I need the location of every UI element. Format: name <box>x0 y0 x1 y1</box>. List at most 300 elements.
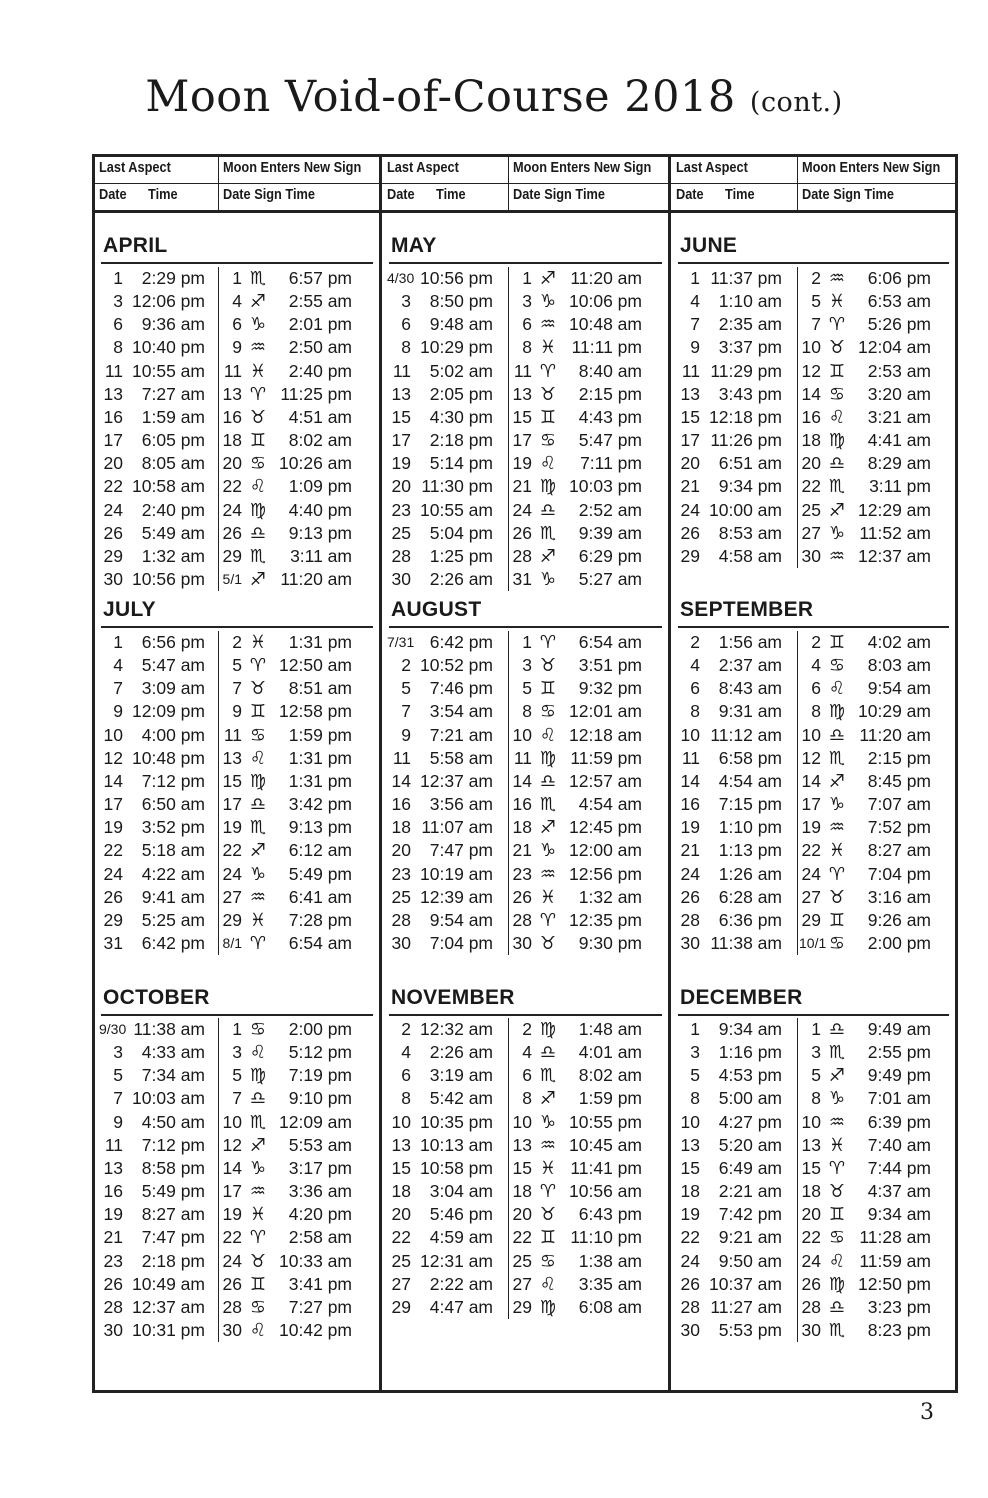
last-aspect-date: 28 <box>391 545 411 566</box>
last-aspect-date: 28 <box>103 1296 123 1317</box>
enter-date: 3 <box>522 291 532 312</box>
table-row <box>383 383 668 406</box>
sign-icon: ♒ <box>828 268 846 289</box>
sign-icon: ♌ <box>539 724 557 746</box>
last-aspect-time: 11:29 pm <box>710 360 782 381</box>
last-aspect-date: 7 <box>401 701 411 722</box>
enter-date: 19 <box>222 817 242 838</box>
sign-icon: ♎ <box>249 1088 267 1110</box>
last-aspect-time: 4:00 pm <box>141 724 205 745</box>
last-aspect-time: 8:53 am <box>718 522 782 543</box>
table-row <box>95 290 379 313</box>
last-aspect-time: 10:03 am <box>132 1088 205 1109</box>
enter-date: 30 <box>801 1319 821 1340</box>
table-row <box>672 677 955 700</box>
enter-date: 20 <box>512 1204 532 1225</box>
enter-date: 16 <box>801 406 821 427</box>
enter-date: 22 <box>222 476 242 497</box>
last-aspect-date: 16 <box>680 794 700 815</box>
table-row <box>383 1134 668 1157</box>
last-aspect-time: 8:27 am <box>141 1204 205 1225</box>
sign-icon: ♓ <box>828 840 846 862</box>
enter-time: 5:47 pm <box>578 430 642 451</box>
enter-time: 6:29 pm <box>578 545 642 566</box>
last-aspect-date: 17 <box>103 430 123 451</box>
sign-icon: ♏ <box>249 1111 267 1133</box>
sign-icon: ♐ <box>828 499 846 521</box>
last-aspect-time: 10:55 am <box>420 499 493 520</box>
table-row <box>672 290 955 313</box>
last-aspect-date: 29 <box>103 545 123 566</box>
sign-icon: ♒ <box>539 863 557 885</box>
table-row <box>672 336 955 359</box>
enter-date: 20 <box>222 453 242 474</box>
month-heading: DECEMBER <box>680 986 803 1009</box>
enter-time: 9:54 am <box>867 678 931 699</box>
last-aspect-time: 10:58 pm <box>420 1157 493 1178</box>
sign-icon: ♎ <box>249 794 267 816</box>
enter-date: 21 <box>512 840 532 861</box>
page-number: 3 <box>920 1400 934 1425</box>
enter-time: 8:02 am <box>578 1065 642 1086</box>
enter-time: 12:45 pm <box>569 817 642 838</box>
header-last-aspect: Last Aspect <box>99 160 171 176</box>
last-aspect-time: 2:22 am <box>429 1273 493 1294</box>
column-divider <box>668 157 671 1390</box>
table-row <box>383 522 668 545</box>
last-aspect-date: 1 <box>113 268 123 288</box>
sign-icon: ♐ <box>828 770 846 792</box>
last-aspect-time: 3:56 am <box>429 794 493 815</box>
enter-date: 6 <box>811 678 821 699</box>
enter-date: 13 <box>512 1134 532 1155</box>
table-row <box>383 475 668 498</box>
sign-icon: ♋ <box>539 1250 557 1272</box>
enter-time: 9:39 am <box>578 522 642 543</box>
sign-icon: ♐ <box>249 568 267 590</box>
table-row <box>383 886 668 909</box>
month-underline <box>389 1014 662 1016</box>
last-aspect-time: 6:28 am <box>718 886 782 907</box>
table-row <box>383 1064 668 1087</box>
last-aspect-time: 10:29 pm <box>420 337 493 358</box>
enter-date: 4 <box>811 655 821 676</box>
last-aspect-time: 11:26 pm <box>710 430 782 451</box>
enter-time: 12:56 pm <box>569 863 642 884</box>
last-aspect-date: 13 <box>103 383 123 404</box>
table-row <box>95 267 379 290</box>
sign-icon: ♋ <box>828 383 846 405</box>
table-row <box>672 1041 955 1064</box>
last-aspect-date: 20 <box>391 476 411 497</box>
last-aspect-date: 25 <box>391 1250 411 1271</box>
last-aspect-time: 5:00 am <box>718 1088 782 1109</box>
table-row <box>383 545 668 568</box>
sign-icon: ♑ <box>828 794 846 816</box>
last-aspect-date: 20 <box>391 1204 411 1225</box>
title-main: Moon Void-of-Course 2018 <box>145 72 736 122</box>
last-aspect-date: 16 <box>103 1181 123 1202</box>
last-aspect-date: 30 <box>103 1319 123 1340</box>
last-aspect-date: 18 <box>391 817 411 838</box>
enter-date: 22 <box>801 476 821 497</box>
sign-icon: ♋ <box>249 1019 267 1040</box>
enter-time: 6:41 am <box>288 886 352 907</box>
last-aspect-time: 2:35 am <box>718 314 782 335</box>
last-aspect-time: 2:40 pm <box>141 499 205 520</box>
enter-time: 2:00 pm <box>867 932 931 953</box>
enter-date: 7 <box>232 1088 242 1109</box>
table-row <box>95 793 379 816</box>
last-aspect-date: 19 <box>680 1204 700 1225</box>
table-row <box>95 1111 379 1134</box>
enter-time: 6:08 am <box>578 1296 642 1317</box>
enter-date: 29 <box>801 909 821 930</box>
enter-date: 10 <box>222 1111 242 1132</box>
enter-time: 10:29 am <box>858 701 931 722</box>
last-aspect-date: 30 <box>680 932 700 953</box>
enter-time: 3:35 am <box>578 1273 642 1294</box>
last-aspect-time: 4:47 am <box>429 1296 493 1317</box>
enter-date: 21 <box>512 476 532 497</box>
sign-icon: ♉ <box>539 1204 557 1226</box>
last-aspect-date: 1 <box>113 632 123 652</box>
sign-icon: ♉ <box>249 678 267 700</box>
table-row <box>383 267 668 290</box>
sign-icon: ♒ <box>828 1111 846 1133</box>
last-aspect-date: 2 <box>401 1019 411 1039</box>
sign-icon: ♑ <box>249 1157 267 1179</box>
last-aspect-time: 4:59 am <box>429 1227 493 1248</box>
sign-icon: ♑ <box>249 863 267 885</box>
last-aspect-date: 15 <box>391 406 411 427</box>
enter-time: 2:01 pm <box>288 314 352 335</box>
last-aspect-date: 24 <box>680 863 700 884</box>
enter-date: 31 <box>512 568 532 589</box>
sign-icon: ♓ <box>249 909 267 931</box>
table-row <box>672 313 955 336</box>
last-aspect-date: 23 <box>391 499 411 520</box>
enter-date: 10/1 <box>799 934 827 951</box>
enter-time: 2:15 pm <box>578 383 642 404</box>
enter-date: 24 <box>512 499 532 520</box>
sign-icon: ♍ <box>249 499 267 521</box>
enter-date: 11 <box>513 747 532 768</box>
enter-time: 2:00 pm <box>288 1019 352 1039</box>
last-aspect-time: 9:50 am <box>718 1250 782 1271</box>
enter-date: 13 <box>222 383 242 404</box>
table-row <box>95 568 379 591</box>
enter-time: 12:00 am <box>569 840 642 861</box>
enter-date: 2 <box>232 632 242 652</box>
sign-icon: ♓ <box>828 291 846 313</box>
table-row <box>672 747 955 770</box>
sign-icon: ♒ <box>249 886 267 908</box>
sign-icon: ♈ <box>828 1157 846 1179</box>
last-aspect-date: 15 <box>680 406 700 427</box>
enter-time: 7:11 pm <box>580 453 642 474</box>
table-row <box>672 360 955 383</box>
header-last-aspect: Last Aspect <box>387 160 459 176</box>
header-date-sign-time: Date Sign Time <box>513 187 605 203</box>
enter-time: 8:51 am <box>288 678 352 699</box>
last-aspect-date: 28 <box>680 909 700 930</box>
enter-date: 14 <box>801 383 821 404</box>
last-aspect-date: 31 <box>103 932 123 953</box>
sign-icon: ♑ <box>828 522 846 544</box>
sign-icon: ♎ <box>828 1296 846 1318</box>
enter-date: 29 <box>222 545 242 566</box>
last-aspect-date: 4 <box>690 655 700 676</box>
enter-time: 12:50 pm <box>858 1273 931 1294</box>
sign-icon: ♐ <box>249 840 267 862</box>
last-aspect-time: 12:37 am <box>132 1296 205 1317</box>
last-aspect-time: 5:04 pm <box>429 522 493 543</box>
month-underline <box>101 626 373 628</box>
last-aspect-time: 11:38 am <box>710 932 782 953</box>
sign-icon: ♓ <box>249 1204 267 1226</box>
sign-icon: ♋ <box>249 453 267 475</box>
sign-icon: ♒ <box>828 545 846 567</box>
last-aspect-date: 9 <box>401 724 411 745</box>
sign-icon: ♊ <box>249 430 267 452</box>
enter-date: 12 <box>801 747 821 768</box>
sign-icon: ♋ <box>539 430 557 452</box>
last-aspect-date: 3 <box>113 1042 123 1063</box>
last-aspect-date: 8 <box>401 337 411 358</box>
enter-time: 3:42 pm <box>288 794 352 815</box>
table-row <box>672 770 955 793</box>
header-moon-enters: Moon Enters New Sign <box>802 160 941 176</box>
sign-icon: ♑ <box>539 840 557 862</box>
sign-icon: ♎ <box>828 724 846 746</box>
table-row <box>383 747 668 770</box>
enter-date: 26 <box>512 886 532 907</box>
enter-time: 12:37 am <box>858 545 931 566</box>
sign-icon: ♐ <box>539 817 557 839</box>
last-aspect-date: 14 <box>103 770 123 791</box>
header-moon-enters: Moon Enters New Sign <box>513 160 652 176</box>
sign-icon: ♉ <box>249 1250 267 1272</box>
last-aspect-time: 5:49 pm <box>141 1181 205 1202</box>
enter-time: 1:32 am <box>578 886 642 907</box>
sign-icon: ♊ <box>828 909 846 931</box>
table-row <box>383 863 668 886</box>
enter-time: 11:20 am <box>570 268 642 288</box>
header-date-sign-time: Date Sign Time <box>802 187 894 203</box>
enter-time: 5:53 am <box>288 1134 352 1155</box>
table-row <box>672 863 955 886</box>
sign-icon: ♉ <box>539 932 557 954</box>
last-aspect-time: 8:58 pm <box>141 1157 205 1178</box>
last-aspect-time: 5:58 am <box>429 747 493 768</box>
table-row <box>95 475 379 498</box>
last-aspect-time: 12:39 am <box>420 886 493 907</box>
table-row <box>383 568 668 591</box>
enter-time: 7:01 am <box>867 1088 931 1109</box>
table-row <box>95 1226 379 1249</box>
sign-icon: ♍ <box>828 701 846 723</box>
sign-icon: ♈ <box>539 909 557 931</box>
enter-time: 4:37 am <box>867 1181 931 1202</box>
month-heading: JUNE <box>680 234 738 257</box>
sign-icon: ♊ <box>539 1227 557 1249</box>
enter-date: 9 <box>232 701 242 722</box>
last-aspect-time: 2:18 pm <box>429 430 493 451</box>
enter-time: 8:29 am <box>867 453 931 474</box>
enter-time: 3:17 pm <box>288 1157 352 1178</box>
last-aspect-date: 4 <box>401 1042 411 1063</box>
table-row <box>672 1226 955 1249</box>
enter-time: 11:41 pm <box>570 1157 642 1178</box>
table-row <box>672 1203 955 1226</box>
sign-icon: ♍ <box>828 430 846 452</box>
enter-date: 25 <box>801 499 821 520</box>
sign-icon: ♈ <box>539 632 557 653</box>
last-aspect-date: 20 <box>391 840 411 861</box>
enter-date: 14 <box>801 770 821 791</box>
enter-time: 11:59 am <box>859 1250 931 1271</box>
void-of-course-table <box>92 154 958 1393</box>
table-row <box>383 1273 668 1296</box>
last-aspect-date: 13 <box>680 383 700 404</box>
table-row <box>672 839 955 862</box>
enter-time: 10:55 pm <box>569 1111 642 1132</box>
last-aspect-date: 9 <box>690 337 700 358</box>
last-aspect-date: 10 <box>103 724 123 745</box>
enter-time: 8:23 pm <box>867 1319 931 1340</box>
enter-time: 9:30 pm <box>578 932 642 953</box>
enter-date: 12 <box>222 1134 242 1155</box>
enter-time: 7:44 pm <box>867 1157 931 1178</box>
table-row <box>95 1064 379 1087</box>
enter-time: 8:45 pm <box>867 770 931 791</box>
last-aspect-time: 7:27 am <box>141 383 205 404</box>
sign-icon: ♉ <box>828 337 846 359</box>
last-aspect-date: 16 <box>391 794 411 815</box>
table-row <box>383 499 668 522</box>
last-aspect-time: 9:31 am <box>718 701 782 722</box>
last-aspect-date: 8 <box>690 1088 700 1109</box>
enter-date: 11 <box>223 724 242 745</box>
enter-date: 5 <box>232 1065 242 1086</box>
column-divider <box>379 157 382 1390</box>
enter-date: 22 <box>222 1227 242 1248</box>
enter-time: 10:56 am <box>569 1181 642 1202</box>
header-bottom-border <box>95 210 955 213</box>
last-aspect-time: 8:50 pm <box>429 291 493 312</box>
enter-date: 17 <box>222 794 242 815</box>
enter-date: 24 <box>222 499 242 520</box>
last-aspect-date: 29 <box>680 545 700 566</box>
table-row <box>95 1018 379 1041</box>
enter-date: 20 <box>801 1204 821 1225</box>
enter-date: 22 <box>801 1227 821 1248</box>
last-aspect-time: 7:12 pm <box>141 1134 205 1155</box>
sign-icon: ♋ <box>828 932 846 954</box>
last-aspect-date: 5 <box>690 1065 700 1086</box>
last-aspect-date: 13 <box>103 1157 123 1178</box>
table-row <box>672 1157 955 1180</box>
last-aspect-time: 1:13 pm <box>718 840 782 861</box>
sign-icon: ♊ <box>828 632 846 653</box>
enter-date: 10 <box>801 1111 821 1132</box>
last-aspect-time: 12:37 am <box>420 770 493 791</box>
last-aspect-time: 6:42 pm <box>141 932 205 953</box>
last-aspect-time: 7:21 am <box>429 724 493 745</box>
last-aspect-date: 26 <box>680 1273 700 1294</box>
table-row <box>383 654 668 677</box>
last-aspect-date: 17 <box>391 430 411 451</box>
last-aspect-time: 10:48 pm <box>132 747 205 768</box>
last-aspect-time: 10:52 pm <box>420 655 493 676</box>
table-row <box>95 886 379 909</box>
month-underline <box>678 262 949 264</box>
sign-icon: ♍ <box>539 1019 557 1040</box>
table-row <box>672 816 955 839</box>
last-aspect-date: 6 <box>690 678 700 699</box>
header-subdivider <box>508 157 509 210</box>
last-aspect-date: 26 <box>680 886 700 907</box>
table-row <box>95 1296 379 1319</box>
last-aspect-time: 1:26 am <box>718 863 782 884</box>
enter-time: 10:42 pm <box>279 1319 352 1340</box>
last-aspect-time: 4:54 am <box>718 770 782 791</box>
enter-date: 18 <box>222 430 242 451</box>
table-row <box>95 863 379 886</box>
last-aspect-date: 18 <box>391 1181 411 1202</box>
last-aspect-date: 25 <box>391 886 411 907</box>
last-aspect-time: 10:49 am <box>132 1273 205 1294</box>
enter-time: 2:58 am <box>288 1227 352 1248</box>
last-aspect-date: 26 <box>103 886 123 907</box>
enter-time: 12:09 am <box>279 1111 352 1132</box>
table-row <box>95 406 379 429</box>
sign-icon: ♍ <box>539 1296 557 1318</box>
enter-date: 18 <box>801 1181 821 1202</box>
sign-icon: ♍ <box>828 1273 846 1295</box>
enter-date: 28 <box>222 1296 242 1317</box>
sign-icon: ♈ <box>249 1227 267 1249</box>
enter-date: 19 <box>222 1204 242 1225</box>
table-row <box>672 1250 955 1273</box>
table-row <box>383 406 668 429</box>
enter-time: 8:02 am <box>288 430 352 451</box>
last-aspect-time: 5:02 am <box>429 360 493 381</box>
enter-date: 12 <box>801 360 821 381</box>
enter-time: 12:29 am <box>858 499 931 520</box>
enter-time: 5:12 pm <box>288 1042 352 1063</box>
table-row <box>672 1111 955 1134</box>
enter-time: 8:03 am <box>867 655 931 676</box>
last-aspect-time: 3:52 pm <box>141 817 205 838</box>
enter-date: 22 <box>222 840 242 861</box>
enter-time: 3:21 am <box>867 406 931 427</box>
sign-icon: ♎ <box>828 1019 846 1040</box>
enter-time: 1:09 pm <box>288 476 352 497</box>
last-aspect-date: 22 <box>103 840 123 861</box>
enter-time: 9:49 am <box>867 1019 931 1039</box>
sign-icon: ♋ <box>249 724 267 746</box>
table-row <box>383 313 668 336</box>
enter-date: 7 <box>811 314 821 335</box>
last-aspect-date: 22 <box>680 1227 700 1248</box>
enter-date: 28 <box>801 1296 821 1317</box>
enter-date: 4 <box>522 1042 532 1063</box>
enter-date: 1 <box>232 268 242 288</box>
enter-time: 1:59 pm <box>288 724 352 745</box>
sign-icon: ♎ <box>249 522 267 544</box>
